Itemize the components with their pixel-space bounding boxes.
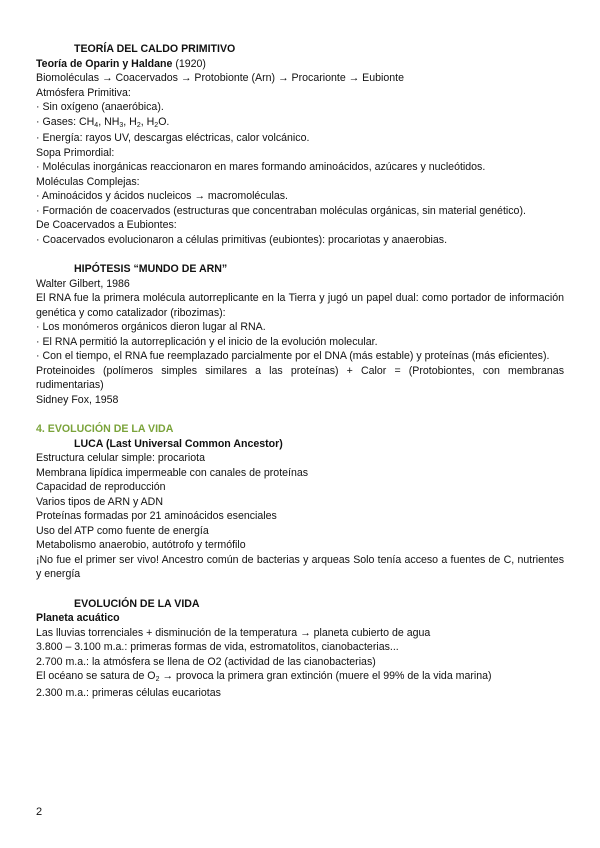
- subscript: 2: [155, 676, 160, 683]
- coacervados-label: De Coacervados a Eubiontes:: [36, 219, 177, 231]
- spacer: [36, 582, 564, 597]
- author-gilbert: Walter Gilbert, 1986: [36, 277, 130, 290]
- proteinoides-paragraph: Proteinoides (polímeros simples similares a las proteínas) + Calor = (Protobiontes, con membranas rudimentarias): [36, 364, 564, 391]
- gases-text: , NH: [98, 115, 120, 128]
- rna-bullet: · Los monómeros orgánicos dieron lugar al RNA.: [36, 321, 266, 333]
- molecules-item: · Aminoácidos y ácidos nucleicos → macromoléculas.: [36, 190, 288, 202]
- theory-year: (1920): [172, 57, 206, 70]
- sopa-item: · Moléculas inorgánicas reaccionaron en mares formando aminoácidos, azúcares y nucleótidos.: [36, 161, 486, 173]
- theory-name: Teoría de Oparin y Haldane: [36, 57, 173, 70]
- luca-item: Uso del ATP como fuente de energía: [36, 524, 209, 537]
- luca-item: Varios tipos de ARN y ADN: [36, 495, 163, 508]
- atmosphere-label: Atmósfera Primitiva:: [36, 86, 131, 99]
- planeta-acuatico-subtitle: Planeta acuático: [36, 612, 120, 624]
- evolution-text: → provoca la primera gran extinción (muere el 99% de la vida marina): [159, 670, 492, 682]
- atmosphere-item: · Sin oxígeno (anaeróbica).: [36, 101, 164, 113]
- luca-title: LUCA (Last Universal Common Ancestor): [74, 437, 283, 450]
- biomolecule-chain: Biomoléculas → Coacervados → Protobionte (Arn) → Procarionte → Eubionte: [36, 72, 405, 84]
- spacer: [36, 247, 564, 262]
- gases-text: , H: [140, 115, 155, 128]
- section-title-caldo-primitivo: TEORÍA DEL CALDO PRIMITIVO: [74, 43, 236, 55]
- sopa-label: Sopa Primordial:: [36, 146, 115, 159]
- gases-text: O.: [158, 115, 170, 128]
- luca-item: Proteínas formadas por 21 aminoácidos esenciales: [36, 510, 277, 522]
- subscript: 2: [136, 121, 141, 129]
- spacer: [36, 407, 564, 422]
- subscript: 3: [119, 121, 124, 129]
- gases-text: , H: [123, 115, 137, 128]
- subscript: 2: [154, 121, 159, 129]
- evolution-item: 2.300 m.a.: primeras células eucariotas: [36, 686, 221, 699]
- atmosphere-item: · Energía: rayos UV, descargas eléctricas, calor volcánico.: [36, 132, 310, 144]
- author-fox: Sidney Fox, 1958: [36, 393, 119, 406]
- luca-item: Capacidad de reproducción: [36, 481, 166, 493]
- atmosphere-gases: [36, 115, 564, 132]
- rna-bullet: · Con el tiempo, el RNA fue reemplazado parcialmente por el DNA (más estable) y proteínas (más eficientes).: [36, 350, 550, 362]
- evolution-item: Las lluvias torrenciales + disminución de la temperatura → planeta cubierto de agua: [36, 626, 431, 639]
- evolution-text: El océano se satura de O: [36, 670, 156, 682]
- rna-bullet: · El RNA permitió la autorreplicación y el inicio de la evolución molecular.: [36, 335, 378, 348]
- luca-item: Metabolismo anaerobio, autótrofo y termófilo: [36, 539, 246, 551]
- molecules-item: · Formación de coacervados (estructuras que concentraban moléculas orgánicas, sin material genético).: [36, 204, 526, 217]
- theory-subtitle: [36, 57, 564, 72]
- luca-item: Membrana lipídica impermeable con canales de proteínas: [36, 466, 309, 479]
- document-page: [36, 42, 564, 700]
- section-title-mundo-arn: HIPÓTESIS “MUNDO DE ARN”: [74, 263, 228, 275]
- luca-paragraph: ¡No fue el primer ser vivo! Ancestro común de bacterias y arqueas Solo tenía acceso a fuentes de C, nutrientes y energía: [36, 553, 564, 580]
- rna-paragraph: El RNA fue la primera molécula autorreplicante en la Tierra y jugó un papel dual: como portador de información genética y como catalizador (ribozimas):: [36, 292, 564, 319]
- evolution-item: [36, 669, 564, 686]
- coacervados-item: · Coacervados evolucionaron a células primitivas (eubiontes): procariotas y anaerobias.: [36, 233, 448, 246]
- molecules-label: Moléculas Complejas:: [36, 175, 140, 188]
- luca-item: Estructura celular simple: procariota: [36, 452, 205, 464]
- section-title-evolucion-vida: EVOLUCIÓN DE LA VIDA: [74, 597, 200, 610]
- evolution-item: 2.700 m.a.: la atmósfera se llena de O2 (actividad de las cianobacterias): [36, 655, 376, 668]
- section-heading-evolucion: 4. EVOLUCIÓN DE LA VIDA: [36, 423, 174, 435]
- evolution-item: 3.800 – 3.100 m.a.: primeras formas de vida, estromatolitos, cianobacterias...: [36, 641, 399, 653]
- subscript: 4: [94, 121, 99, 129]
- page-number: 2: [36, 806, 43, 818]
- gases-text: · Gases: CH: [36, 115, 95, 128]
